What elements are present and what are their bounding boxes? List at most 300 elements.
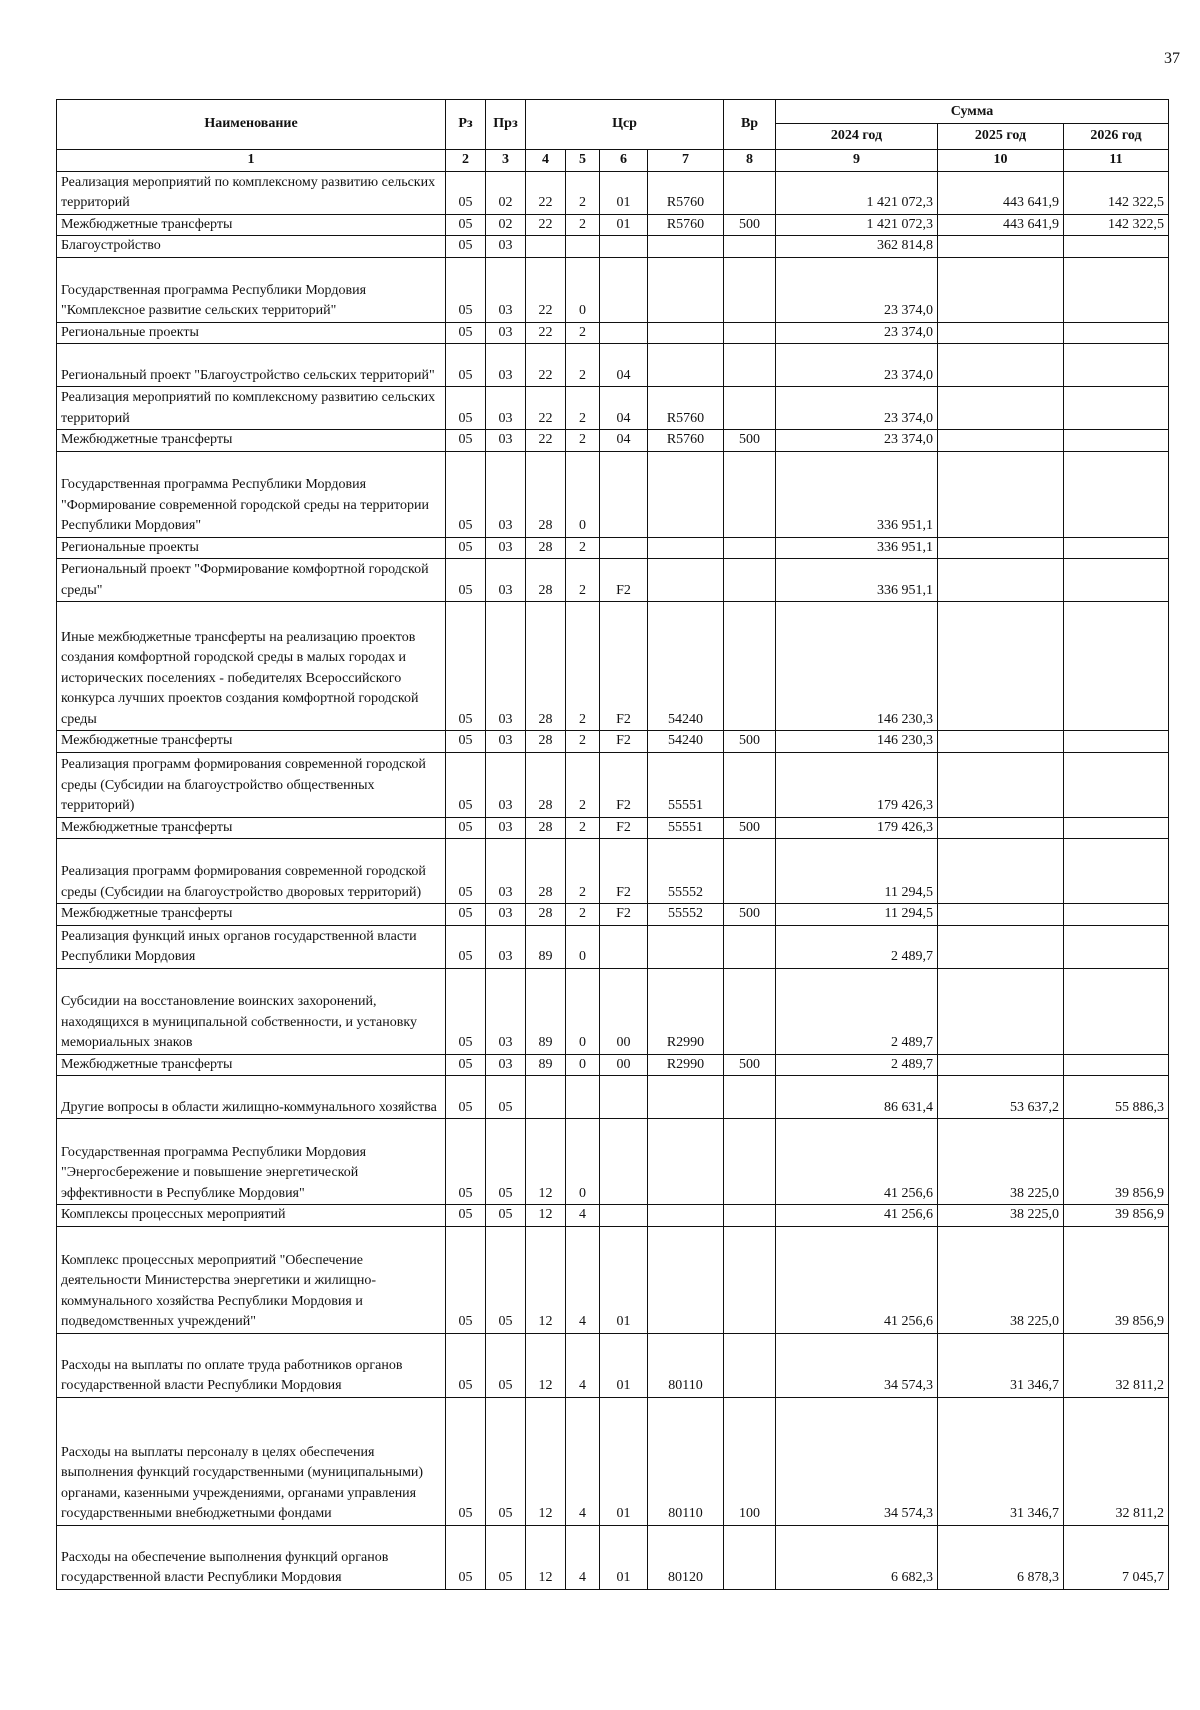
row-csr-type xyxy=(566,236,600,258)
row-name: Расходы на обеспечение выполнения функций органов государственной власти Республики Мордовия xyxy=(57,1525,446,1589)
table-row xyxy=(57,1397,1169,1525)
row-rz: 05 xyxy=(446,752,486,817)
column-number: 11 xyxy=(1064,150,1169,172)
row-sum-2024: 23 374,0 xyxy=(776,322,938,344)
row-vr xyxy=(724,752,776,817)
row-csr-group: F2 xyxy=(600,559,648,602)
row-csr-type: 2 xyxy=(566,602,600,731)
row-csr-direction: 54240 xyxy=(648,731,724,753)
row-prz: 02 xyxy=(486,171,526,214)
row-csr-type: 0 xyxy=(566,925,600,968)
table-row xyxy=(57,1076,1169,1119)
row-csr-program: 22 xyxy=(526,214,566,236)
row-sum-2024: 11 294,5 xyxy=(776,904,938,926)
row-name: Государственная программа Республики Мордовия "Энергосбережение и повышение энергетической эффективности в Республике Мордовия" xyxy=(57,1119,446,1205)
page-number: 37 xyxy=(1164,50,1180,67)
row-csr-group xyxy=(600,1205,648,1227)
table-row xyxy=(57,387,1169,430)
row-vr: 500 xyxy=(724,731,776,753)
row-csr-group: F2 xyxy=(600,817,648,839)
row-rz: 05 xyxy=(446,731,486,753)
row-csr-type: 0 xyxy=(566,1119,600,1205)
row-rz: 05 xyxy=(446,904,486,926)
column-number: 8 xyxy=(724,150,776,172)
header-vr: Вр xyxy=(724,100,776,150)
row-csr-type: 4 xyxy=(566,1333,600,1397)
row-csr-group: 01 xyxy=(600,214,648,236)
row-sum-2026 xyxy=(1064,925,1169,968)
table-row xyxy=(57,752,1169,817)
row-csr-direction xyxy=(648,537,724,559)
row-sum-2025 xyxy=(938,559,1064,602)
row-csr-direction xyxy=(648,925,724,968)
row-prz: 03 xyxy=(486,322,526,344)
row-csr-program: 22 xyxy=(526,387,566,430)
row-sum-2024: 23 374,0 xyxy=(776,387,938,430)
row-csr-program: 22 xyxy=(526,430,566,452)
row-csr-program: 12 xyxy=(526,1205,566,1227)
table-body xyxy=(57,171,1169,1589)
row-vr xyxy=(724,968,776,1054)
row-sum-2026 xyxy=(1064,344,1169,387)
table-row xyxy=(57,214,1169,236)
table-row xyxy=(57,451,1169,537)
row-csr-program: 12 xyxy=(526,1397,566,1525)
row-sum-2026: 32 811,2 xyxy=(1064,1333,1169,1397)
row-csr-group: F2 xyxy=(600,602,648,731)
row-csr-program: 28 xyxy=(526,602,566,731)
row-sum-2026 xyxy=(1064,602,1169,731)
row-rz: 05 xyxy=(446,451,486,537)
row-csr-program: 28 xyxy=(526,559,566,602)
row-sum-2024: 2 489,7 xyxy=(776,925,938,968)
row-prz: 05 xyxy=(486,1226,526,1333)
row-rz: 05 xyxy=(446,1226,486,1333)
row-prz: 03 xyxy=(486,236,526,258)
column-number: 5 xyxy=(566,150,600,172)
row-sum-2026: 7 045,7 xyxy=(1064,1525,1169,1589)
row-prz: 02 xyxy=(486,214,526,236)
row-sum-2025 xyxy=(938,257,1064,322)
header-sum: Сумма xyxy=(776,100,1169,124)
row-csr-type: 4 xyxy=(566,1226,600,1333)
row-csr-direction: R5760 xyxy=(648,214,724,236)
row-sum-2025: 31 346,7 xyxy=(938,1397,1064,1525)
row-csr-type: 2 xyxy=(566,322,600,344)
row-sum-2026 xyxy=(1064,430,1169,452)
row-sum-2025: 38 225,0 xyxy=(938,1226,1064,1333)
row-sum-2024: 23 374,0 xyxy=(776,430,938,452)
row-name: Региональный проект "Благоустройство сельских территорий" xyxy=(57,344,446,387)
row-rz: 05 xyxy=(446,1119,486,1205)
row-sum-2024: 336 951,1 xyxy=(776,559,938,602)
row-vr xyxy=(724,602,776,731)
row-name: Реализация мероприятий по комплексному развитию сельских территорий xyxy=(57,171,446,214)
row-sum-2026 xyxy=(1064,451,1169,537)
row-csr-type: 0 xyxy=(566,968,600,1054)
row-rz: 05 xyxy=(446,925,486,968)
row-name: Расходы на выплаты по оплате труда работников органов государственной власти Республики Мордовия xyxy=(57,1333,446,1397)
table-row xyxy=(57,236,1169,258)
row-vr: 500 xyxy=(724,817,776,839)
table-row xyxy=(57,1525,1169,1589)
row-csr-program: 22 xyxy=(526,344,566,387)
row-sum-2025 xyxy=(938,387,1064,430)
row-sum-2025: 38 225,0 xyxy=(938,1119,1064,1205)
row-sum-2024: 41 256,6 xyxy=(776,1226,938,1333)
row-csr-direction xyxy=(648,451,724,537)
row-vr xyxy=(724,257,776,322)
row-prz: 03 xyxy=(486,904,526,926)
row-prz: 03 xyxy=(486,451,526,537)
row-csr-direction: R2990 xyxy=(648,968,724,1054)
row-sum-2026 xyxy=(1064,731,1169,753)
table-row xyxy=(57,731,1169,753)
column-number: 9 xyxy=(776,150,938,172)
row-csr-group xyxy=(600,451,648,537)
row-csr-group: 01 xyxy=(600,171,648,214)
row-sum-2026: 142 322,5 xyxy=(1064,171,1169,214)
row-prz: 03 xyxy=(486,817,526,839)
row-csr-group: 00 xyxy=(600,968,648,1054)
row-prz: 03 xyxy=(486,602,526,731)
row-prz: 05 xyxy=(486,1119,526,1205)
table-row xyxy=(57,537,1169,559)
budget-table xyxy=(56,99,1169,1590)
row-csr-group: 00 xyxy=(600,1054,648,1076)
row-rz: 05 xyxy=(446,559,486,602)
row-csr-program: 28 xyxy=(526,817,566,839)
row-name: Региональные проекты xyxy=(57,537,446,559)
row-sum-2026 xyxy=(1064,968,1169,1054)
row-csr-type: 4 xyxy=(566,1525,600,1589)
row-rz: 05 xyxy=(446,387,486,430)
row-sum-2025 xyxy=(938,839,1064,904)
row-csr-program xyxy=(526,236,566,258)
row-sum-2026: 32 811,2 xyxy=(1064,1397,1169,1525)
table-row xyxy=(57,344,1169,387)
row-sum-2024: 34 574,3 xyxy=(776,1397,938,1525)
row-csr-group: 04 xyxy=(600,430,648,452)
row-csr-group: 01 xyxy=(600,1333,648,1397)
row-csr-program: 12 xyxy=(526,1119,566,1205)
row-prz: 05 xyxy=(486,1205,526,1227)
row-csr-group: F2 xyxy=(600,839,648,904)
table-row xyxy=(57,1205,1169,1227)
row-csr-type: 2 xyxy=(566,430,600,452)
row-sum-2026 xyxy=(1064,559,1169,602)
row-csr-type: 2 xyxy=(566,387,600,430)
row-csr-direction: 80120 xyxy=(648,1525,724,1589)
row-sum-2026 xyxy=(1064,752,1169,817)
row-vr xyxy=(724,1205,776,1227)
row-sum-2025: 38 225,0 xyxy=(938,1205,1064,1227)
row-csr-direction: 55551 xyxy=(648,752,724,817)
row-sum-2024: 146 230,3 xyxy=(776,602,938,731)
row-csr-program: 28 xyxy=(526,752,566,817)
row-sum-2026: 142 322,5 xyxy=(1064,214,1169,236)
row-vr xyxy=(724,387,776,430)
row-csr-program: 22 xyxy=(526,322,566,344)
row-rz: 05 xyxy=(446,257,486,322)
table-row xyxy=(57,1054,1169,1076)
row-rz: 05 xyxy=(446,171,486,214)
row-rz: 05 xyxy=(446,1397,486,1525)
row-sum-2026 xyxy=(1064,1054,1169,1076)
table-row xyxy=(57,1119,1169,1205)
row-name: Реализация программ формирования современной городской среды (Субсидии на благоустройство дворовых территорий) xyxy=(57,839,446,904)
row-prz: 05 xyxy=(486,1525,526,1589)
row-csr-direction: 80110 xyxy=(648,1397,724,1525)
row-sum-2024: 2 489,7 xyxy=(776,1054,938,1076)
row-sum-2025 xyxy=(938,817,1064,839)
column-number-row xyxy=(57,150,1169,172)
row-sum-2024: 2 489,7 xyxy=(776,968,938,1054)
row-csr-type: 2 xyxy=(566,214,600,236)
row-csr-group xyxy=(600,257,648,322)
row-vr xyxy=(724,451,776,537)
row-vr xyxy=(724,1525,776,1589)
row-vr: 500 xyxy=(724,214,776,236)
row-sum-2025 xyxy=(938,322,1064,344)
row-prz: 03 xyxy=(486,968,526,1054)
table-row xyxy=(57,968,1169,1054)
row-sum-2024: 1 421 072,3 xyxy=(776,214,938,236)
row-csr-group xyxy=(600,322,648,344)
row-sum-2026: 39 856,9 xyxy=(1064,1205,1169,1227)
row-sum-2025: 53 637,2 xyxy=(938,1076,1064,1119)
row-csr-direction: 55551 xyxy=(648,817,724,839)
row-name: Региональные проекты xyxy=(57,322,446,344)
row-sum-2025 xyxy=(938,1054,1064,1076)
row-vr xyxy=(724,322,776,344)
row-name: Межбюджетные трансферты xyxy=(57,817,446,839)
column-number: 7 xyxy=(648,150,724,172)
row-csr-program: 89 xyxy=(526,968,566,1054)
column-number: 6 xyxy=(600,150,648,172)
row-rz: 05 xyxy=(446,344,486,387)
row-sum-2024: 336 951,1 xyxy=(776,451,938,537)
row-vr xyxy=(724,559,776,602)
header-rz: Рз xyxy=(446,100,486,150)
row-rz: 05 xyxy=(446,430,486,452)
row-csr-group: 04 xyxy=(600,387,648,430)
row-csr-program: 12 xyxy=(526,1333,566,1397)
row-rz: 05 xyxy=(446,602,486,731)
row-rz: 05 xyxy=(446,537,486,559)
row-name: Другие вопросы в области жилищно-коммунального хозяйства xyxy=(57,1076,446,1119)
header-name: Наименование xyxy=(57,100,446,150)
row-sum-2025 xyxy=(938,925,1064,968)
row-csr-type: 4 xyxy=(566,1397,600,1525)
row-sum-2026 xyxy=(1064,904,1169,926)
row-sum-2024: 6 682,3 xyxy=(776,1525,938,1589)
row-sum-2024: 179 426,3 xyxy=(776,752,938,817)
table-row xyxy=(57,1333,1169,1397)
row-sum-2026 xyxy=(1064,236,1169,258)
row-sum-2024: 23 374,0 xyxy=(776,257,938,322)
row-sum-2026 xyxy=(1064,537,1169,559)
row-sum-2025 xyxy=(938,537,1064,559)
row-sum-2024: 41 256,6 xyxy=(776,1119,938,1205)
row-csr-direction: R2990 xyxy=(648,1054,724,1076)
table-row xyxy=(57,817,1169,839)
row-csr-program: 28 xyxy=(526,904,566,926)
row-name: Комплекс процессных мероприятий "Обеспечение деятельности Министерства энергетики и жилищно-коммунального хозяйства Республики Мордовия и подведомственных учреждений" xyxy=(57,1226,446,1333)
row-csr-program: 12 xyxy=(526,1525,566,1589)
row-sum-2024: 146 230,3 xyxy=(776,731,938,753)
row-sum-2025 xyxy=(938,430,1064,452)
row-prz: 05 xyxy=(486,1333,526,1397)
row-csr-direction: 55552 xyxy=(648,839,724,904)
row-csr-program xyxy=(526,1076,566,1119)
table-row xyxy=(57,925,1169,968)
row-sum-2024: 362 814,8 xyxy=(776,236,938,258)
row-rz: 05 xyxy=(446,1333,486,1397)
row-csr-group xyxy=(600,1119,648,1205)
row-name: Межбюджетные трансферты xyxy=(57,904,446,926)
row-csr-group: 01 xyxy=(600,1397,648,1525)
column-number: 2 xyxy=(446,150,486,172)
row-sum-2026 xyxy=(1064,322,1169,344)
row-csr-program: 28 xyxy=(526,537,566,559)
row-vr xyxy=(724,1333,776,1397)
row-csr-group: 01 xyxy=(600,1226,648,1333)
row-csr-type: 2 xyxy=(566,904,600,926)
row-prz: 03 xyxy=(486,839,526,904)
row-csr-group: 01 xyxy=(600,1525,648,1589)
row-csr-program: 22 xyxy=(526,257,566,322)
row-csr-direction xyxy=(648,257,724,322)
row-sum-2025 xyxy=(938,752,1064,817)
row-csr-group: 04 xyxy=(600,344,648,387)
row-sum-2025 xyxy=(938,968,1064,1054)
row-prz: 03 xyxy=(486,731,526,753)
row-prz: 03 xyxy=(486,559,526,602)
row-rz: 05 xyxy=(446,214,486,236)
row-sum-2025 xyxy=(938,451,1064,537)
row-sum-2025 xyxy=(938,344,1064,387)
row-csr-direction: R5760 xyxy=(648,430,724,452)
row-csr-program: 22 xyxy=(526,171,566,214)
row-csr-group xyxy=(600,236,648,258)
row-csr-group xyxy=(600,925,648,968)
table-row xyxy=(57,1226,1169,1333)
row-name: Иные межбюджетные трансферты на реализацию проектов создания комфортной городской среды в малых городах и исторических поселениях - победителях Всероссийского конкурса лучших проектов создания комфортной городской среды xyxy=(57,602,446,731)
row-sum-2024: 41 256,6 xyxy=(776,1205,938,1227)
header-csr: Цср xyxy=(526,100,724,150)
row-vr xyxy=(724,925,776,968)
row-sum-2026: 39 856,9 xyxy=(1064,1119,1169,1205)
row-vr xyxy=(724,344,776,387)
row-name: Субсидии на восстановление воинских захоронений, находящихся в муниципальной собственности, и установку мемориальных знаков xyxy=(57,968,446,1054)
row-prz: 03 xyxy=(486,257,526,322)
row-csr-type: 2 xyxy=(566,731,600,753)
row-csr-group: F2 xyxy=(600,904,648,926)
row-csr-direction xyxy=(648,322,724,344)
row-csr-type: 0 xyxy=(566,451,600,537)
row-csr-direction xyxy=(648,1226,724,1333)
header-year-2026: 2026 год xyxy=(1064,124,1169,150)
row-csr-program: 89 xyxy=(526,925,566,968)
row-vr xyxy=(724,1076,776,1119)
row-sum-2025: 6 878,3 xyxy=(938,1525,1064,1589)
row-name: Реализация мероприятий по комплексному развитию сельских территорий xyxy=(57,387,446,430)
row-rz: 05 xyxy=(446,839,486,904)
column-number: 4 xyxy=(526,150,566,172)
row-csr-type: 2 xyxy=(566,344,600,387)
row-sum-2026: 39 856,9 xyxy=(1064,1226,1169,1333)
row-prz: 05 xyxy=(486,1397,526,1525)
row-rz: 05 xyxy=(446,968,486,1054)
row-sum-2026: 55 886,3 xyxy=(1064,1076,1169,1119)
row-sum-2025 xyxy=(938,236,1064,258)
row-csr-direction xyxy=(648,559,724,602)
row-rz: 05 xyxy=(446,322,486,344)
row-rz: 05 xyxy=(446,1076,486,1119)
row-prz: 03 xyxy=(486,752,526,817)
row-name: Государственная программа Республики Мордовия "Формирование современной городской среды на территории Республики Мордовия" xyxy=(57,451,446,537)
row-csr-direction xyxy=(648,1205,724,1227)
row-csr-type: 2 xyxy=(566,752,600,817)
row-prz: 05 xyxy=(486,1076,526,1119)
row-rz: 05 xyxy=(446,1205,486,1227)
row-csr-type: 2 xyxy=(566,839,600,904)
row-prz: 03 xyxy=(486,537,526,559)
row-name: Межбюджетные трансферты xyxy=(57,430,446,452)
row-sum-2024: 336 951,1 xyxy=(776,537,938,559)
row-vr xyxy=(724,236,776,258)
row-name: Межбюджетные трансферты xyxy=(57,214,446,236)
row-name: Государственная программа Республики Мордовия "Комплексное развитие сельских территорий" xyxy=(57,257,446,322)
row-sum-2026 xyxy=(1064,839,1169,904)
row-sum-2025 xyxy=(938,904,1064,926)
row-vr xyxy=(724,537,776,559)
row-sum-2025: 443 641,9 xyxy=(938,214,1064,236)
row-prz: 03 xyxy=(486,344,526,387)
row-name: Реализация программ формирования современной городской среды (Субсидии на благоустройство общественных территорий) xyxy=(57,752,446,817)
table-row xyxy=(57,839,1169,904)
row-vr: 500 xyxy=(724,1054,776,1076)
row-vr xyxy=(724,839,776,904)
row-name: Благоустройство xyxy=(57,236,446,258)
row-name: Межбюджетные трансферты xyxy=(57,731,446,753)
row-sum-2024: 11 294,5 xyxy=(776,839,938,904)
row-prz: 03 xyxy=(486,1054,526,1076)
row-csr-program: 12 xyxy=(526,1226,566,1333)
row-csr-type: 0 xyxy=(566,1054,600,1076)
row-vr: 500 xyxy=(724,904,776,926)
row-rz: 05 xyxy=(446,236,486,258)
row-csr-group xyxy=(600,537,648,559)
row-csr-group: F2 xyxy=(600,731,648,753)
header-prz: Прз xyxy=(486,100,526,150)
row-sum-2024: 1 421 072,3 xyxy=(776,171,938,214)
table-row xyxy=(57,559,1169,602)
row-csr-program: 28 xyxy=(526,839,566,904)
row-vr: 500 xyxy=(724,430,776,452)
row-rz: 05 xyxy=(446,1525,486,1589)
row-name: Региональный проект "Формирование комфортной городской среды" xyxy=(57,559,446,602)
row-name: Комплексы процессных мероприятий xyxy=(57,1205,446,1227)
row-csr-group xyxy=(600,1076,648,1119)
column-number: 3 xyxy=(486,150,526,172)
row-rz: 05 xyxy=(446,817,486,839)
row-csr-type xyxy=(566,1076,600,1119)
row-name: Межбюджетные трансферты xyxy=(57,1054,446,1076)
table-row xyxy=(57,430,1169,452)
row-sum-2025: 31 346,7 xyxy=(938,1333,1064,1397)
